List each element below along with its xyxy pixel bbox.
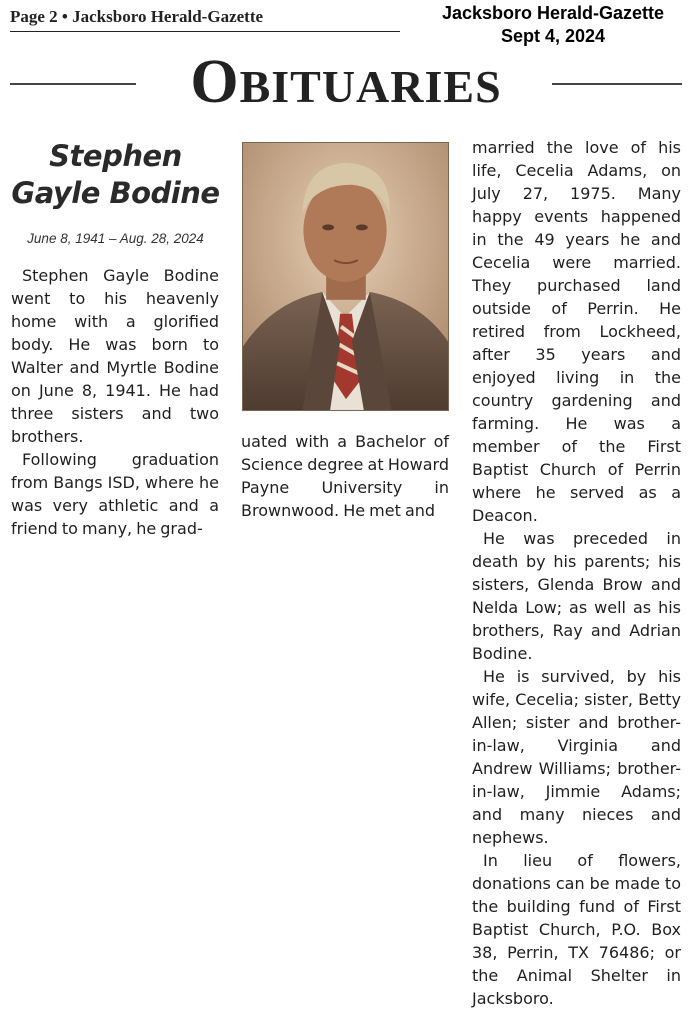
- paragraph: uated with a Bachelor of Science degree at Howard Payne University in Brownwood. He met and: [241, 432, 449, 520]
- section-rule-left: [10, 83, 136, 85]
- life-dates: June 8, 1941 – Aug. 28, 2024: [27, 231, 204, 246]
- portrait-illustration: [243, 143, 448, 410]
- page-line: Page 2 • Jacksboro Herald-Gazette: [10, 7, 264, 26]
- section-title: [140, 50, 552, 119]
- section-title-initial: O: [190, 48, 240, 116]
- paragraph: In lieu of flowers, donations can be made to the building fund of First Baptist Church, P.O. Box 38, Perrin, TX 76486; or the Animal Shelter in Jacksboro.: [472, 851, 681, 1008]
- paragraph: married the love of his life, Cecelia Adams, on July 27, 1975. Many happy events happened in the 49 years he and Cecelia were married. They purchased land outside of Perrin. He retired from Lockheed, after 35 years and enjoyed living in the country gardening and farming. He was a member of the First Baptist Church of Perrin where he served as a Deacon.: [472, 138, 681, 525]
- section-rule-right: [552, 83, 682, 85]
- deceased-name: Stephen Gayle Bodine: [11, 139, 220, 210]
- portrait-photo: [242, 142, 449, 411]
- paragraph: Following graduation from Bangs ISD, where he was very athletic and a friend to many, he grad-: [11, 450, 219, 538]
- obituary-column-2: [241, 430, 449, 522]
- date-stamp: [408, 2, 698, 48]
- paragraph: He was preceded in death by his parents; his sisters, Glenda Brow and Nelda Low; as well as his brothers, Ray and Adrian Bodine.: [472, 529, 681, 663]
- stamp-date: Sept 4, 2024: [500, 26, 606, 46]
- obituary-column-1: [11, 264, 219, 540]
- paragraph: He is survived, by his wife, Cecelia; sister, Betty Allen; sister and brother-in-law, Virginia and Andrew Williams; brother-in-law, Jimmie Adams; and many nieces and nephews.: [472, 667, 681, 847]
- section-title-rest: BITUARIES: [239, 61, 502, 112]
- obituary-column-3: [472, 136, 681, 1010]
- paragraph: Stephen Gayle Bodine went to his heavenly home with a glorified body. He was born to Walter and Myrtle Bodine on June 8, 1941. He had three sisters and two brothers.: [11, 266, 219, 446]
- stamp-publication: Jacksboro Herald-Gazette: [441, 3, 665, 23]
- running-head: [10, 6, 400, 32]
